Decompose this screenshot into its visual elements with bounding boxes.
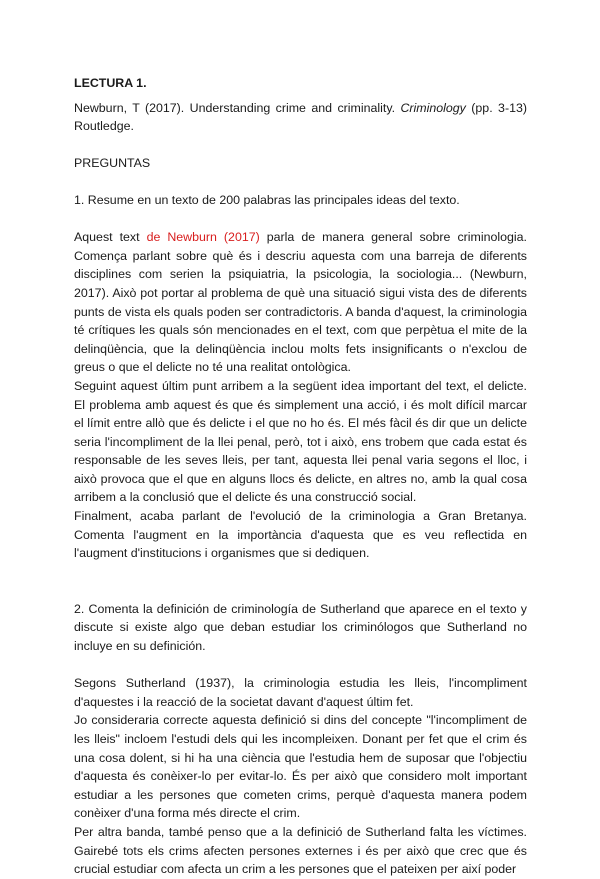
reading-title: LECTURA 1.	[74, 76, 147, 90]
question-1: 1. Resume en un texto de 200 palabras las principales ideas del texto.	[74, 192, 460, 207]
answer-2-paragraph-1: Segons Sutherland (1937), la criminologia estudia les lleis, l'incompliment d'aquestes i la reacció de la societat davant d'aquest últim fet.	[74, 676, 527, 709]
answer-1-body: parla de manera general sobre criminologia. Comença parlant sobre què és i descriu aquesta com una barreja de diferents disciplines com serien la psiquiatria, la psicologia, la sociologia... (Newburn, 2017). Això pot portar al problema de què una situació sigui vista des de diferents punts de vista els quals poden ser contradictoris. A banda d'aquest, la criminologia té crítiques les quals són mencionades en el text, com que perpètua el mite de la delinqüència, que la delinqüència inclou molts fets insignificants o n'exclou de greus o que el delicte no té una realitat ontològica.	[74, 230, 528, 375]
questions-heading: PREGUNTAS	[74, 155, 151, 170]
answer-2-paragraph-3: Per altra banda, també penso que a la definició de Sutherland falta les víctimes. Gairebé tots els crims afecten persones externes i és per això que crec que és crucial estudiar com afecta un crim a les persones que el pateixen per així poder	[74, 824, 527, 877]
reference-book-title: Criminology	[400, 100, 466, 115]
answer-1-paragraph-1	[74, 228, 527, 377]
highlighted-citation: de Newburn (2017)	[146, 230, 260, 245]
answer-1-paragraph-3: Finalment, acaba parlant de l'evolució de la criminologia a Gran Bretanya. Comenta l'augment en la importància d'aquesta que es veu reflectida en l'augment d'institucions i organismes que si dediquen.	[74, 509, 527, 561]
answer-1-paragraph-2: Seguint aquest últim punt arribem a la següent idea important del text, el delicte. El problema amb aquest és que és simplement una acció, i és molt difícil marcar el límit entre allò que és delicte i el que no ho és. El més fàcil és dir que un delicte seria l'incompliment de la llei penal, però, tot i això, ens trobem que cada estat és responsable de les seves lleis, per tant, aquesta llei penal varia segons el lloc, i això provoca que el que en alguns llocs és delicte, en altres no, amb la qual cosa arribem a la conclusió que el delicte és una construcció social.	[74, 378, 527, 505]
answer-2-paragraph-2: Jo consideraria correcte aquesta definició si dins del concepte "l'incompliment de les lleis" incloem l'estudi dels qui les incompleixen. Donant per fet que el crim és una cosa dolent, si hi ha una ciència que l'estudia hem de suposar que l'objectiu d'aquesta és conèixer-lo per evitar-lo. És per això que considero molt important estudiar a les persones que cometen crims, perquè d'aquesta manera podem conèixer d'una forma més directe el crim.	[74, 713, 527, 821]
reference-pages: (pp. 3-13) Routledge.	[74, 100, 527, 134]
bibliographic-reference	[74, 99, 527, 136]
reference-text: Newburn, T (2017). Understanding crime and criminality.	[74, 100, 401, 115]
answer-1-intro: Aquest text	[74, 230, 147, 245]
question-2: 2. Comenta la definición de criminología de Sutherland que aparece en el texto y discute si existe algo que deban estudiar los criminólogos que Sutherland no incluye en su definición.	[74, 601, 527, 654]
